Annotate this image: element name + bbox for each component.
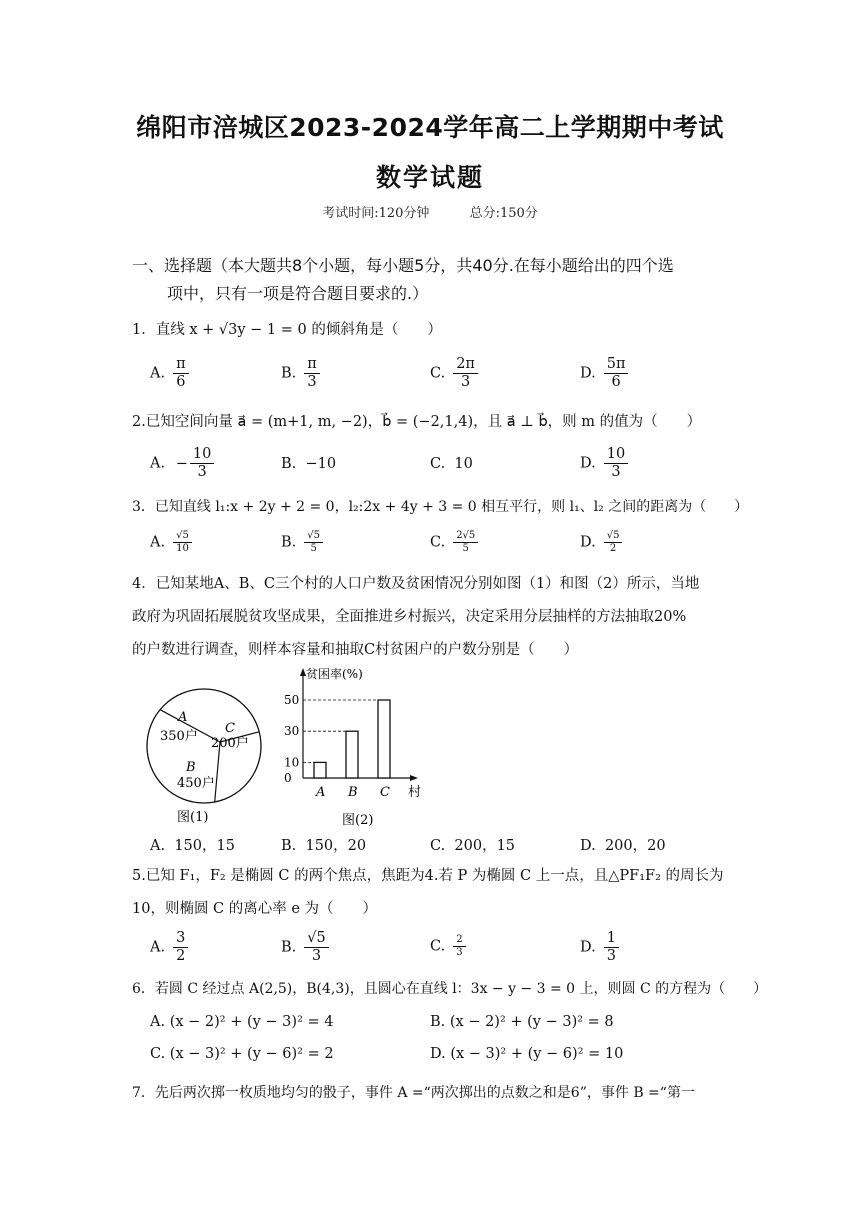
question-5-stem — [132, 860, 732, 926]
option-value: 150，15 — [174, 838, 235, 854]
fraction — [604, 356, 629, 391]
option-label: B. — [430, 1014, 446, 1030]
pie-caption: 图(1) — [177, 810, 209, 825]
pie-divider-b — [215, 742, 220, 802]
q1-option-b — [281, 356, 320, 391]
option-label: C. — [430, 838, 446, 854]
option-value: −10 — [305, 456, 337, 472]
denominator: 3 — [197, 464, 207, 480]
q5-option-b — [281, 930, 329, 965]
y-tick-label: 0 — [284, 771, 292, 785]
denominator: 3 — [307, 374, 317, 390]
numerator: √5 — [173, 530, 192, 543]
option-label: A. — [150, 838, 166, 854]
denominator: 3 — [311, 948, 322, 964]
numerator: π — [173, 356, 189, 374]
x-axis-label: 村 — [408, 785, 422, 800]
option-value: (x − 2)² + (y − 3)² = 8 — [449, 1014, 614, 1030]
q1-option-a — [150, 356, 189, 391]
section-heading — [132, 252, 732, 308]
option-value: 200，20 — [604, 838, 666, 854]
option-label: D. — [580, 365, 596, 382]
denominator: 3 — [611, 464, 621, 480]
exam-title: 绵阳市涪城区2023-2024学年高二上学期期中考试 — [136, 113, 724, 142]
option-label: D. — [580, 455, 596, 472]
bars — [303, 700, 390, 800]
q2-option-d — [580, 446, 628, 481]
option-value: (x − 3)² + (y − 6)² = 10 — [450, 1046, 624, 1062]
exam-subtitle: 数学试题 — [375, 163, 484, 192]
bar-chart-figure-2 — [282, 664, 432, 832]
option-label: B. — [281, 365, 297, 382]
bar-a — [314, 762, 326, 778]
pie-chart-figure-1 — [140, 688, 270, 828]
fraction — [453, 934, 465, 959]
pie-label-a-value: 350户 — [160, 729, 198, 744]
numerator: 2π — [453, 356, 478, 374]
question-2-stem: 2.已知空间向量 a⃗ = (m+1, m, −2)，b⃗ = (−2,1,4)，且 a⃗ ⊥ b⃗，则 m 的值为（ ） — [132, 414, 702, 430]
question-6-stem: 6．若圆 C 经过点 A(2,5)，B(4,3)，且圆心在直线 l：3x − y − 3 = 0 上，则圆 C 的方程为（ ） — [132, 981, 768, 997]
fraction — [453, 356, 478, 391]
numerator: 5π — [604, 356, 629, 374]
numerator: π — [304, 356, 320, 374]
q4-option-b — [281, 834, 366, 855]
denominator: 6 — [611, 374, 621, 390]
pie-label-b-value: 450户 — [177, 776, 215, 791]
denominator: 3 — [606, 948, 616, 964]
q4-option-c — [430, 834, 515, 855]
option-value: 150，20 — [305, 838, 367, 854]
q2-option-b — [281, 456, 336, 472]
option-label: A. — [150, 534, 166, 551]
fraction — [304, 530, 323, 555]
y-tick-label: 10 — [284, 755, 300, 770]
bar-b — [346, 731, 358, 778]
fraction — [173, 530, 192, 555]
exam-time: 考试时间:120分钟 — [322, 206, 430, 221]
option-value: (x − 3)² + (y − 6)² = 2 — [169, 1046, 334, 1062]
fraction — [604, 446, 628, 481]
numerator: 10 — [190, 446, 214, 464]
x-axis-arrow — [410, 775, 418, 781]
x-tick-label-b: B — [348, 785, 358, 800]
y-tick-label: 30 — [284, 724, 300, 739]
numerator: 3 — [173, 930, 188, 948]
denominator: 10 — [176, 543, 189, 554]
exam-meta — [0, 202, 860, 221]
denominator: 6 — [176, 374, 186, 390]
option-label: C. — [430, 365, 446, 382]
section-heading-line1: 一、选择题（本大题共8个小题，每小题5分，共40分.在每小题给出的四个选 — [132, 256, 674, 275]
fraction — [604, 930, 619, 965]
option-value: (x − 2)² + (y − 3)² = 4 — [169, 1014, 334, 1030]
q4-line3: 的户数进行调查，则样本容量和抽取C村贫困户的户数分别是（ ） — [132, 642, 579, 658]
y-tick-label: 50 — [284, 693, 300, 707]
q6-option-b — [430, 1014, 614, 1030]
numerator: √5 — [604, 530, 623, 543]
bar-c — [378, 700, 390, 778]
y-axis-label: 贫困率(%) — [306, 667, 363, 681]
q6-option-c — [150, 1046, 334, 1062]
option-label: A. — [150, 1014, 166, 1030]
option-label: D. — [580, 939, 596, 956]
q5-option-d — [580, 930, 619, 965]
q4-line1: 4．已知某地A、B、C三个村的人口户数及贫困情况分别如图（1）和图（2）所示，当地 — [132, 576, 700, 592]
minus-sign: − — [175, 455, 188, 472]
fraction — [173, 356, 189, 391]
option-label: C. — [430, 534, 446, 551]
fraction — [190, 446, 214, 481]
numerator: 10 — [604, 446, 628, 464]
pie-label-b-category: B — [186, 760, 196, 775]
denominator: 5 — [310, 543, 317, 554]
q5-line1: 5.已知 F₁，F₂ 是椭圆 C 的两个焦点，焦距为4.若 P 为椭圆 C 上一点，且△PF₁F₂ 的周长为 — [132, 868, 724, 884]
option-label: B. — [281, 456, 297, 472]
q2-option-c — [430, 456, 473, 472]
option-label: B. — [281, 534, 297, 551]
question-1-stem: 1．直线 x + √3y − 1 = 0 的倾斜角是（ ） — [132, 322, 442, 338]
bar-caption: 图(2) — [342, 813, 374, 828]
q4-option-d — [580, 834, 666, 855]
option-label: B. — [281, 939, 297, 956]
q5-option-c — [430, 934, 466, 959]
option-label: D. — [580, 838, 596, 854]
denominator: 5 — [462, 543, 469, 554]
q3-option-c — [430, 530, 478, 555]
denominator: 3 — [456, 947, 463, 958]
q5-line2: 10，则椭圆 C 的离心率 e 为（ ） — [132, 901, 378, 917]
option-label: A. — [150, 939, 166, 956]
fraction — [304, 356, 320, 391]
q4-option-a — [150, 834, 235, 855]
numerator: 2 — [453, 934, 465, 947]
question-3-stem: 3．已知直线 l₁:x + 2y + 2 = 0，l₂:2x + 4y + 3 = 0 相互平行，则 l₁、l₂ 之间的距离为（ ） — [132, 499, 749, 515]
numerator: 2√5 — [453, 530, 478, 543]
q3-option-b — [281, 530, 323, 555]
denominator: 2 — [609, 543, 617, 554]
q1-option-d — [580, 356, 628, 391]
q5-option-a — [150, 930, 188, 965]
pie-label-c-value: 200户 — [211, 736, 249, 751]
question-7-stem: 7．先后两次掷一枚质地均匀的骰子，事件 A =“两次掷出的点数之和是6”，事件 B =“第一 — [132, 1085, 695, 1101]
x-tick-label-c: C — [380, 785, 390, 800]
numerator: √5 — [304, 530, 323, 543]
q3-option-d — [580, 530, 622, 555]
fraction — [604, 530, 623, 555]
option-label: C. — [430, 456, 446, 472]
question-4-stem — [132, 568, 732, 667]
fraction — [453, 530, 478, 555]
denominator: 2 — [176, 948, 186, 964]
q2-option-a — [150, 446, 214, 481]
option-label: D. — [580, 534, 596, 551]
q6-option-a — [150, 1014, 333, 1030]
y-ticks — [284, 693, 299, 785]
option-value: 200，15 — [454, 838, 516, 854]
x-tick-label-a: A — [316, 785, 326, 800]
option-label: B. — [281, 838, 297, 854]
pie-label-a-category: A — [178, 710, 188, 725]
q4-line2: 政府为巩固拓展脱贫攻坚成果，全面推进乡村振兴，决定采用分层抽样的方法抽取20% — [132, 609, 687, 625]
pie-label-c-category: C — [225, 721, 235, 736]
option-label: C. — [430, 938, 446, 955]
numerator: 1 — [604, 930, 619, 948]
option-label: A. — [150, 365, 166, 382]
section-heading-line2: 项中，只有一项是符合题目要求的.） — [167, 284, 429, 303]
fraction — [304, 930, 328, 965]
denominator: 3 — [460, 374, 471, 390]
option-label: C. — [150, 1046, 166, 1062]
total-score: 总分:150分 — [469, 206, 538, 221]
fraction — [173, 930, 188, 965]
option-label: D. — [430, 1046, 446, 1062]
q6-option-d — [430, 1046, 623, 1062]
q1-option-c — [430, 356, 478, 391]
numerator: √5 — [304, 930, 328, 948]
option-value: 10 — [454, 456, 473, 472]
q3-option-a — [150, 530, 192, 555]
option-label: A. — [150, 455, 166, 472]
